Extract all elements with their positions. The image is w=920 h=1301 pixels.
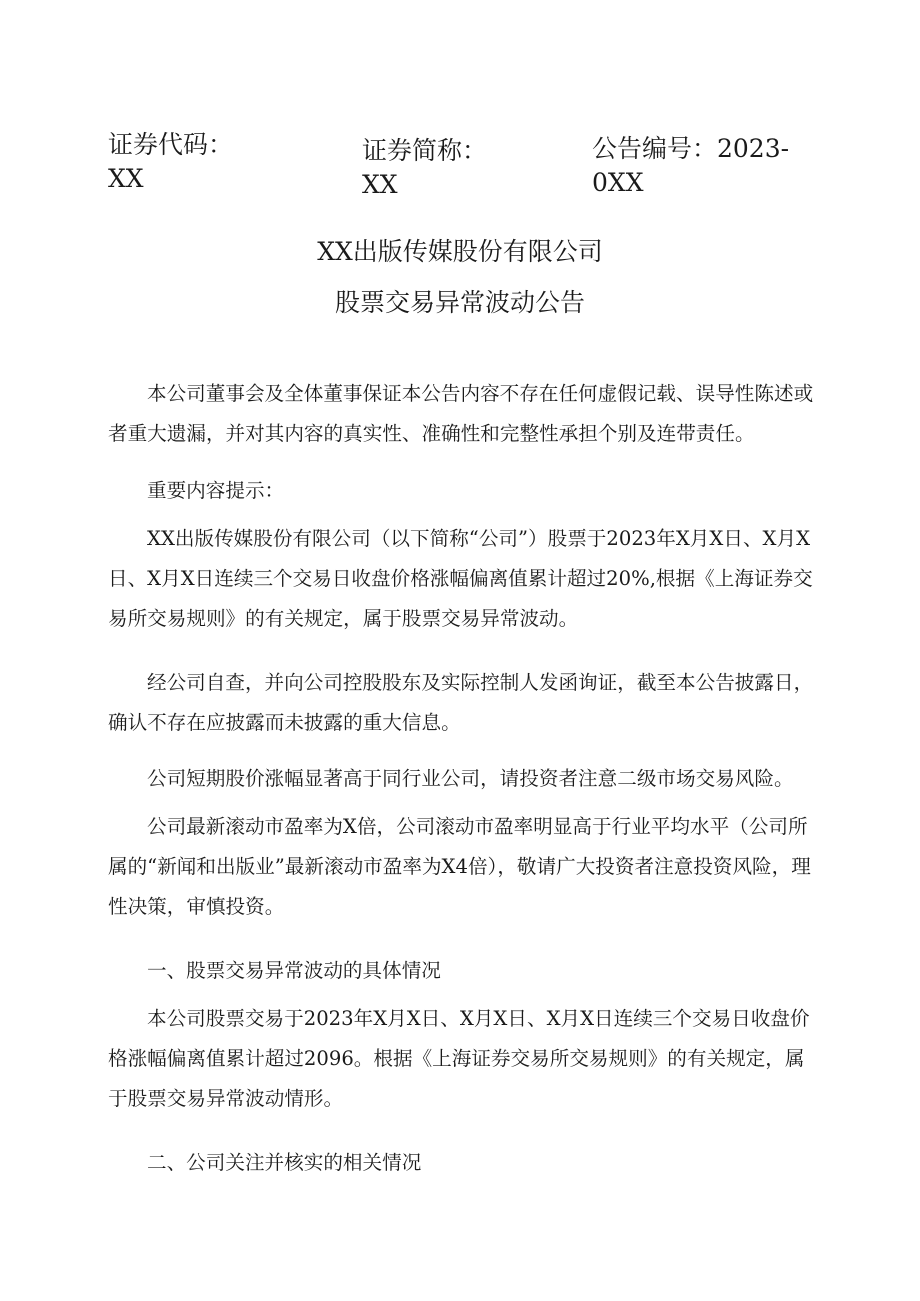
security-code-value: XX — [108, 164, 144, 193]
security-code — [108, 128, 233, 196]
section-1-text: 本公司股票交易于2023年X月X日、X月X日、X月X日连续三个交易日收盘价格涨幅偏离值累计超过2096。根据《上海证券交易所交易规则》的有关规定，属于股票交易异常波动情形。 — [108, 1007, 810, 1110]
company-name: XX出版传媒股份有限公司 — [317, 237, 603, 266]
tip-short-term-risk: 公司短期股价涨幅显著高于同行业公司，请投资者注意二级市场交易风险。 — [147, 767, 794, 790]
tip-self-inspection: 经公司自查，并向公司控股股东及实际控制人发函询证，截至本公告披露日，确认不存在应披露而未披露的重大信息。 — [108, 671, 814, 734]
tip-abnormal-fluctuation: XX出版传媒股份有限公司（以下简称“公司”）股票于2023年X月X日、X月X日、X月X日连续三个交易日收盘价格涨幅偏离值累计超过20%,根据《上海证券交易所交易规则》的有关规定，属于股票交易异常波动。 — [108, 527, 813, 630]
security-code-label: 证券代码： — [108, 130, 234, 159]
tips-heading: 重要内容提示： — [147, 479, 285, 502]
board-statement: 本公司董事会及全体董事保证本公告内容不存在任何虚假记载、误导性陈述或者重大遗漏，并对其内容的真实性、准确性和完整性承担个别及连带责任。 — [108, 382, 814, 445]
tip-pe-ratio: 公司最新滚动市盈率为X倍，公司滚动市盈率明显高于行业平均水平（公司所属的“新闻和出版业”最新滚动市盈率为X4倍），敬请广大投资者注意投资风险，理性决策，审慎投资。 — [108, 815, 811, 918]
announcement-title: 股票交易异常波动公告 — [334, 288, 585, 317]
notice-number-value: 0XX — [592, 168, 644, 197]
notice-number-label: 公告编号：2023- — [592, 134, 790, 163]
security-abbreviation-value: XX — [362, 170, 398, 199]
section-2-heading: 二、公司关注并核实的相关情况 — [147, 1151, 422, 1174]
security-abbreviation-label: 证券简称： — [362, 136, 488, 165]
section-1-heading: 一、股票交易异常波动的具体情况 — [147, 959, 441, 982]
security-abbreviation — [362, 134, 487, 202]
notice-number — [592, 132, 789, 200]
